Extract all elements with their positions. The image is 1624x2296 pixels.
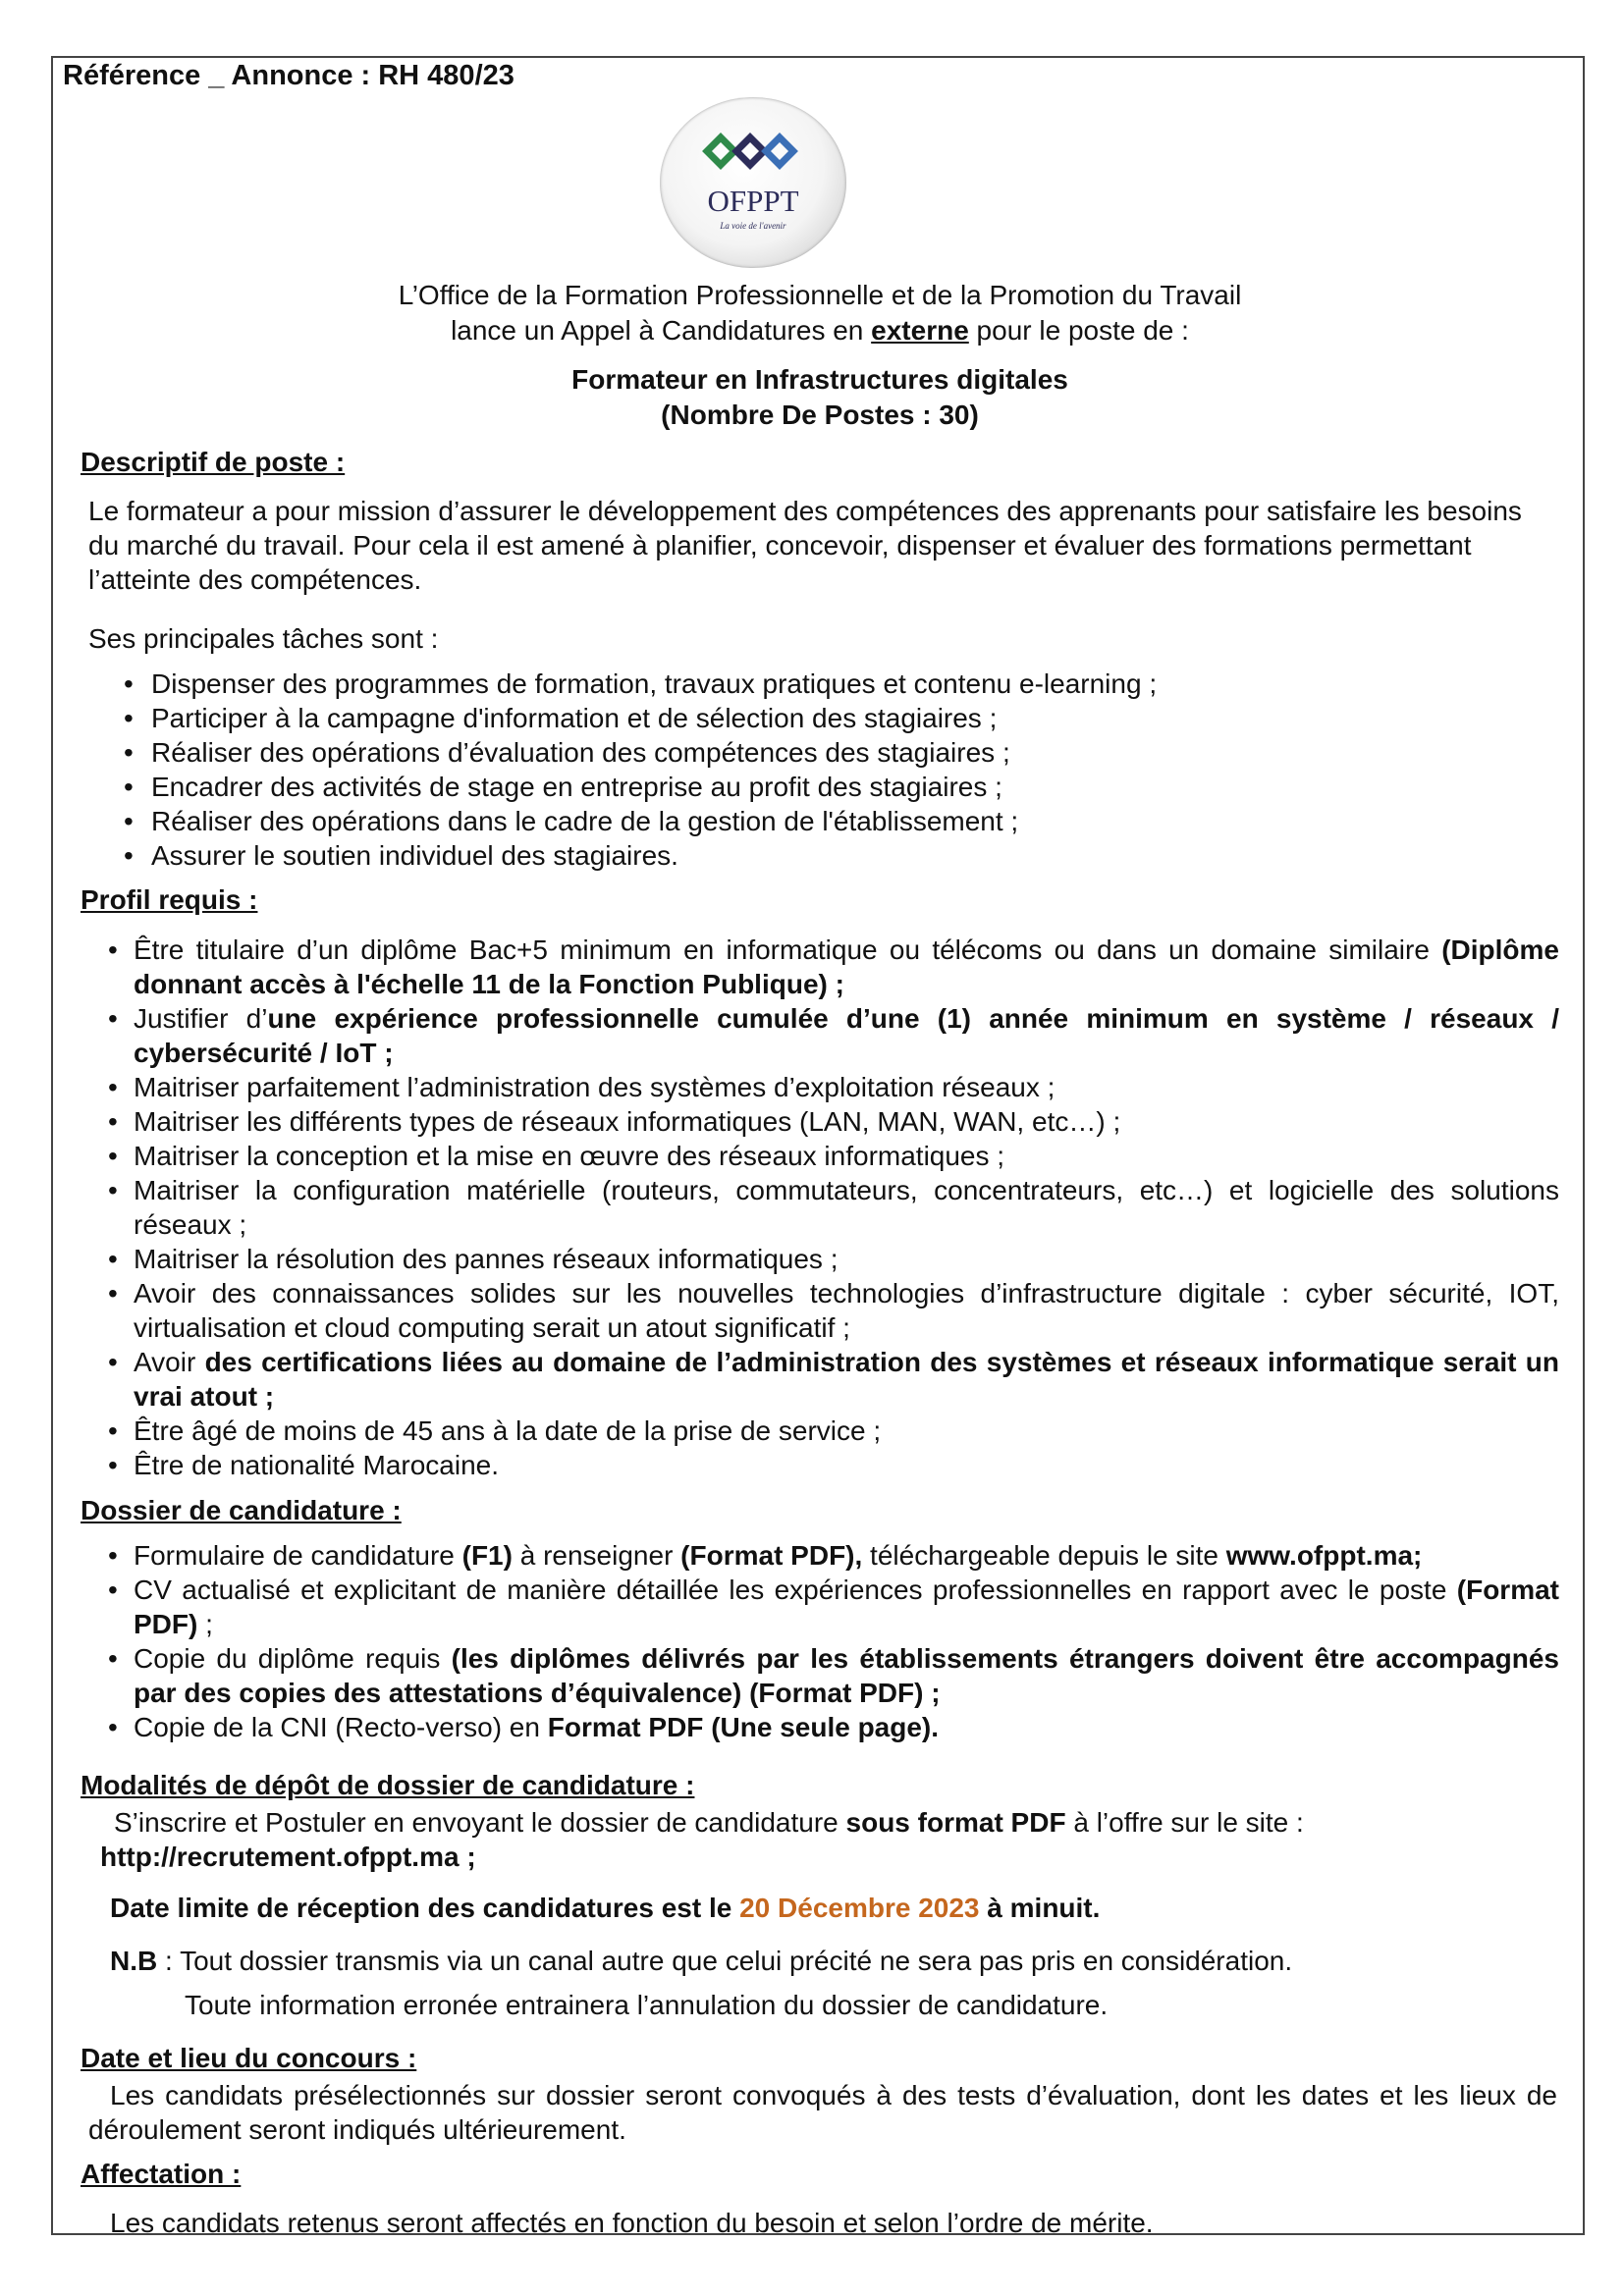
list-item bbox=[104, 1448, 1559, 1482]
list-item bbox=[104, 1641, 1559, 1710]
concours-heading: Date et lieu du concours : bbox=[81, 2043, 417, 2073]
item-bold-text: (Diplôme donnant accès à l'échelle 11 de la Fonction Publique) ; bbox=[134, 934, 1559, 999]
item-text: CV actualisé et explicitant de manière détaillée les expériences professionnelles en rapport avec le poste bbox=[134, 1575, 1457, 1605]
nb-note bbox=[110, 1946, 1292, 1977]
intro-emphasis: externe bbox=[871, 315, 969, 346]
list-item: • Participer à la campagne d'information et de sélection des stagiaires ; bbox=[102, 701, 1526, 735]
nb-label: N.B bbox=[110, 1946, 158, 1976]
item-bold-text: Format PDF (Une seule page). bbox=[547, 1712, 940, 1742]
ofppt-logo bbox=[660, 97, 846, 268]
logo-tagline: La voie de l'avenir bbox=[720, 221, 786, 231]
list-item bbox=[104, 1070, 1559, 1104]
descriptif-heading: Descriptif de poste : bbox=[81, 447, 346, 477]
item-text: Maitriser parfaitement l’administration des systèmes d’exploitation réseaux ; bbox=[134, 1072, 1056, 1102]
list-item bbox=[104, 1242, 1559, 1276]
affectation-text: Les candidats retenus seront affectés en fonction du besoin et selon l’ordre de mérite. bbox=[110, 2208, 1154, 2238]
list-item: • Assurer le soutien individuel des stagiaires. bbox=[102, 838, 1526, 873]
list-item: • Dispenser des programmes de formation, travaux pratiques et contenu e-learning ; bbox=[102, 667, 1526, 701]
item-text: Justifier d’ bbox=[134, 1003, 268, 1034]
job-title: Formateur en Infrastructures digitales bbox=[571, 364, 1068, 395]
item-text: Avoir des connaissances solides sur les nouvelles technologies d’infrastructure digitale : cyber sécurité, IOT, virtualisation et cloud computing serait un atout significatif ; bbox=[134, 1278, 1559, 1343]
list-item bbox=[104, 1139, 1559, 1173]
item-text: Être âgé de moins de 45 ans à la date de la prise de service ; bbox=[134, 1415, 882, 1446]
logo-disc bbox=[660, 97, 846, 268]
intro-line-2 bbox=[53, 315, 1587, 347]
list-item: • Encadrer des activités de stage en entreprise au profit des stagiaires ; bbox=[102, 770, 1526, 804]
modalites-text bbox=[104, 1805, 1559, 1840]
logo-text: OFPPT bbox=[707, 184, 799, 218]
tasks-intro: Ses principales tâches sont : bbox=[88, 623, 439, 654]
item-text: Avoir bbox=[134, 1347, 205, 1377]
list-item bbox=[104, 1710, 1559, 1744]
list-item: • Réaliser des opérations dans le cadre de la gestion de l'établissement ; bbox=[102, 804, 1526, 838]
item-text: Copie du diplôme requis bbox=[134, 1643, 452, 1674]
list-item: • Réaliser des opérations d’évaluation des compétences des stagiaires ; bbox=[102, 735, 1526, 770]
tasks-list bbox=[102, 667, 1526, 873]
list-item bbox=[104, 1538, 1559, 1573]
deadline-date: 20 Décembre 2023 bbox=[739, 1893, 980, 1923]
intro-line-1: L’Office de la Formation Professionnelle et de la Promotion du Travail bbox=[398, 280, 1242, 310]
deadline-post: à minuit. bbox=[979, 1893, 1101, 1923]
dossier-heading: Dossier de candidature : bbox=[81, 1495, 402, 1525]
list-item bbox=[104, 1345, 1559, 1414]
logo-mark-icon bbox=[699, 132, 807, 171]
descriptif-paragraph: Le formateur a pour mission d’assurer le développement des compétences des apprenants pour satisfaire les besoins du marché du travail. Pour cela il est amené à planifier, concevoir, dispenser et évaluer des formations permettant l’atteinte des compétences. bbox=[88, 496, 1522, 595]
item-text: Maitriser la résolution des pannes réseaux informatiques ; bbox=[134, 1244, 839, 1274]
reference-number: Référence _ Annonce : RH 480/23 bbox=[63, 60, 514, 91]
list-item bbox=[104, 1104, 1559, 1139]
item-bold-text: une expérience professionnelle cumulée d’une (1) année minimum en système / réseaux / cybersécurité / IoT ; bbox=[134, 1003, 1559, 1068]
modalites-text-post: à l’offre sur le site : bbox=[1065, 1807, 1304, 1838]
profil-heading: Profil requis : bbox=[81, 884, 258, 915]
list-item bbox=[104, 1173, 1559, 1242]
nb-note-2: Toute information erronée entrainera l’annulation du dossier de candidature. bbox=[185, 1990, 1109, 2020]
item-text: Maitriser les différents types de réseaux informatiques (LAN, MAN, WAN, etc…) ; bbox=[134, 1106, 1121, 1137]
affectation-heading: Affectation : bbox=[81, 2159, 242, 2189]
announcement-frame bbox=[51, 56, 1585, 2238]
deadline-pre: Date limite de réception des candidatures est le bbox=[110, 1893, 740, 1923]
list-item bbox=[104, 1276, 1559, 1345]
modalites-heading: Modalités de dépôt de dossier de candidature : bbox=[81, 1770, 695, 1800]
list-item bbox=[104, 1573, 1559, 1641]
intro-line-2-pre: lance un Appel à Candidatures en bbox=[451, 315, 872, 346]
list-item bbox=[104, 1001, 1559, 1070]
item-text: Maitriser la conception et la mise en œuvre des réseaux informatiques ; bbox=[134, 1141, 1005, 1171]
item-bold-text: (Format PDF) bbox=[134, 1575, 1559, 1639]
nb-text: : Tout dossier transmis via un canal autre que celui précité ne sera pas pris en considération. bbox=[157, 1946, 1293, 1976]
intro-line-2-post: pour le poste de : bbox=[968, 315, 1189, 346]
list-item bbox=[104, 933, 1559, 1001]
concours-text: Les candidats présélectionnés sur dossier seront convoqués à des tests d’évaluation, dont les dates et les lieux de déroulement seront indiqués ultérieurement. bbox=[88, 2080, 1557, 2145]
item-bold-text: (F1) bbox=[461, 1540, 513, 1571]
item-text: Être de nationalité Marocaine. bbox=[134, 1450, 499, 1480]
dossier-list bbox=[104, 1538, 1559, 1744]
modalites-text-bold: sous format PDF bbox=[845, 1807, 1066, 1838]
item-bold-text: (les diplômes délivrés par les établissements étrangers doivent être accompagnés par des copies des attestations d’équivalence) (Format PDF) ; bbox=[134, 1643, 1559, 1708]
profil-list bbox=[104, 933, 1559, 1482]
item-bold-text: (Format PDF), bbox=[680, 1540, 863, 1571]
deadline bbox=[110, 1891, 1100, 1925]
positions-count: (Nombre De Postes : 30) bbox=[661, 400, 979, 430]
list-item bbox=[104, 1414, 1559, 1448]
item-text: Maitriser la configuration matérielle (routeurs, commutateurs, concentrateurs, etc…) et logicielle des solutions réseaux ; bbox=[134, 1175, 1559, 1240]
item-text: Formulaire de candidature bbox=[134, 1540, 462, 1571]
item-text: Copie de la CNI (Recto-verso) en bbox=[134, 1712, 548, 1742]
recruitment-url: http://recrutement.ofppt.ma ; bbox=[100, 1842, 476, 1872]
item-text: Être titulaire d’un diplôme Bac+5 minimum en informatique ou télécoms ou dans un domaine similaire bbox=[134, 934, 1442, 965]
modalites-text-pre: S’inscrire et Postuler en envoyant le dossier de candidature bbox=[114, 1807, 846, 1838]
item-bold-text: des certifications liées au domaine de l’administration des systèmes et réseaux informatique serait un vrai atout ; bbox=[134, 1347, 1559, 1412]
site-link: www.ofppt.ma; bbox=[1225, 1540, 1423, 1571]
item-text: téléchargeable depuis le site bbox=[862, 1540, 1226, 1571]
item-text: ; bbox=[197, 1609, 213, 1639]
item-text: à renseigner bbox=[512, 1540, 681, 1571]
